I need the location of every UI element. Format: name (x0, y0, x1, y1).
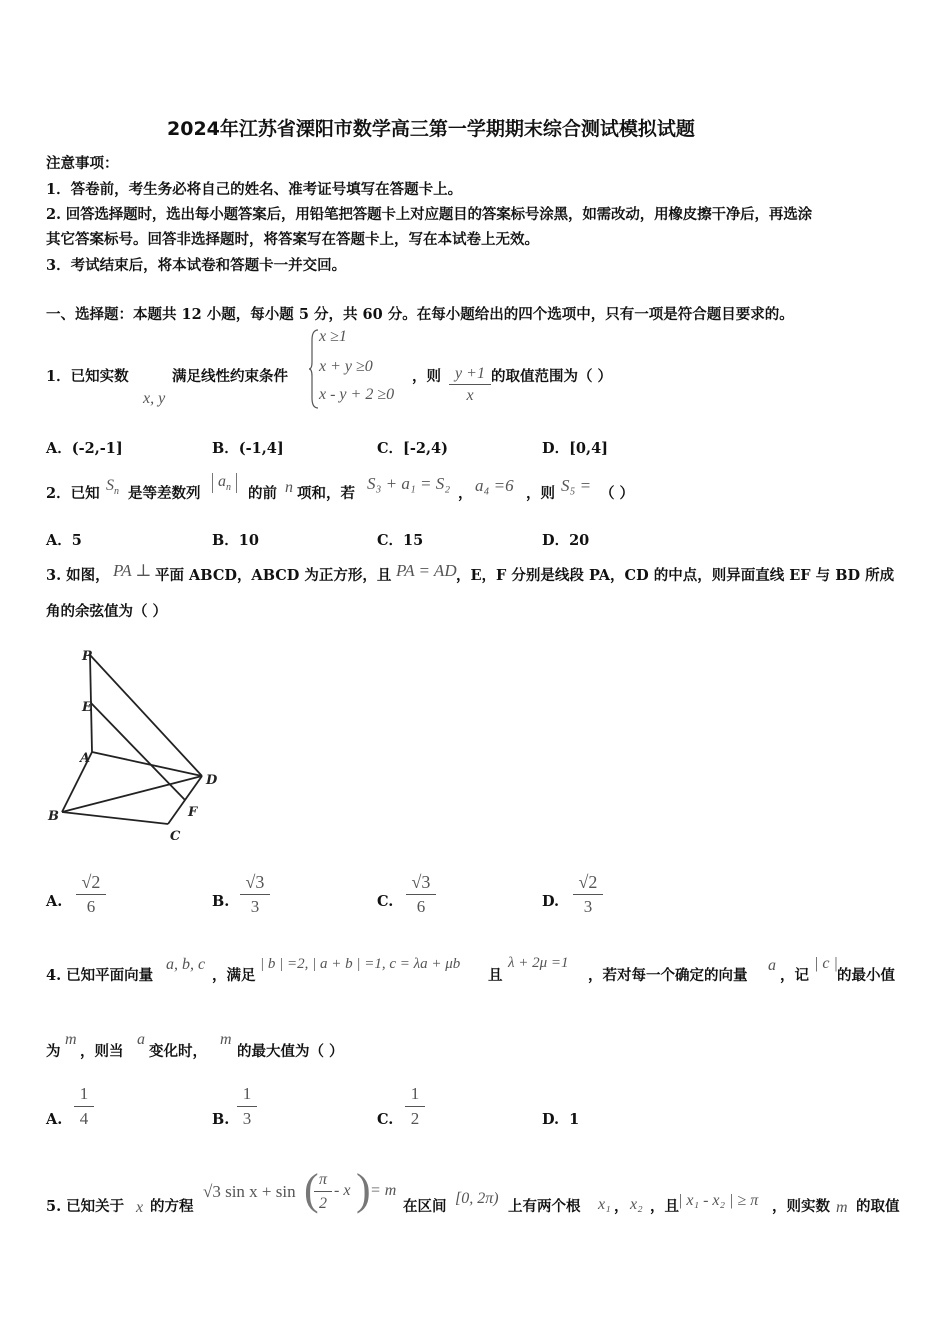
q4-math: m (65, 1031, 77, 1048)
q4-option-c-frac (405, 1082, 425, 1131)
q3-text: 角的余弦值为（ ） (46, 603, 168, 620)
q5-text: 上有两个根 (508, 1198, 581, 1215)
frac-num: √2 (573, 870, 603, 895)
q5-math: m (836, 1199, 848, 1216)
frac-num: 1 (74, 1082, 94, 1107)
q2-text: 2．已知 (46, 485, 100, 502)
q4-text: ，则当 (80, 1043, 124, 1060)
q3-option-c[interactable]: C. (377, 893, 394, 910)
frac-num: √3 (406, 870, 436, 895)
q2-text: （ ） (600, 485, 635, 502)
frac-den: 6 (86, 897, 96, 916)
q2-text: ， (458, 485, 473, 502)
q1-text: 满足线性约束条件 (172, 368, 288, 385)
q3-option-b-frac (240, 870, 270, 919)
frac-den: 3 (250, 897, 260, 916)
edge-bc (62, 812, 168, 824)
q2-eq1: S₃ + a₁ = S₂ (367, 474, 451, 493)
notice-item: 2. 回答选择题时，选出每小题答案后，用铅笔把答题卡上对应题目的答案标号涂黑，如需改动，用橡皮擦干净后，再选涂 (46, 206, 812, 223)
q4-text: 的最大值为（ ） (237, 1043, 344, 1060)
q2-option-c[interactable]: C．15 (377, 532, 424, 549)
q4-text: 的最小值 (837, 967, 895, 984)
frac-num: π (314, 1169, 332, 1192)
q2-n: n (285, 479, 293, 496)
section-heading: 一、选择题：本题共 12 小题，每小题 5 分，共 60 分。在每小题给出的四个选项中，只有一项是符合题目要求的。 (46, 306, 794, 323)
q5-text: 5. 已知关于 (46, 1198, 125, 1215)
q1-text: 1．已知实数 (46, 368, 129, 385)
q1-constraint: x ≥1 (319, 328, 347, 345)
q5-text: ， (614, 1198, 629, 1215)
q4-option-a-frac (74, 1082, 94, 1131)
q3-option-c-frac (406, 870, 436, 919)
q5-text: 的方程 (150, 1198, 194, 1215)
q5-text: 的取值 (856, 1198, 900, 1215)
q3-option-d-frac (573, 870, 603, 919)
frac-den: 2 (319, 1195, 327, 1212)
q5-math: [0, 2π) (455, 1190, 499, 1207)
q4-option-b-frac (237, 1082, 257, 1131)
q5-math: √3 sin x + sin (203, 1182, 296, 1201)
frac-den: 3 (242, 1109, 252, 1128)
q2-eq3: S₅ = (561, 476, 592, 495)
q4-text: ，记 (780, 967, 809, 984)
q1-text: 的取值范围为（ ） (491, 368, 613, 385)
option-value: 1 (569, 1111, 580, 1128)
q4-option-c[interactable]: C. (377, 1111, 394, 1128)
q3-option-d[interactable]: D. (542, 893, 560, 910)
q2-an (212, 473, 237, 493)
q2-text: 是等差数列 (128, 485, 201, 502)
q3-math: PA ⊥ (113, 561, 152, 580)
label-e: E (82, 700, 92, 715)
q5-math: | x₁ - x₂ | ≥ π (678, 1192, 759, 1209)
frac-den: 6 (416, 897, 426, 916)
frac-den: 2 (410, 1109, 420, 1128)
q4-text: 4. 已知平面向量 (46, 967, 154, 984)
q5-text: ，且 (650, 1198, 679, 1215)
q3-option-b[interactable]: B. (212, 893, 230, 910)
q4-math: λ + 2μ =1 (508, 955, 569, 971)
q1-constraint: x - y + 2 ≥0 (319, 386, 395, 403)
frac-num: 1 (237, 1082, 257, 1107)
q1-fraction-num: y +1 (449, 364, 491, 385)
q4-math: a (137, 1031, 145, 1048)
q2-text: 项和，若 (297, 485, 355, 502)
page-title: 2024年江苏省溧阳市数学高三第一学期期末综合测试模拟试题 (167, 118, 695, 140)
q4-math: a (768, 957, 776, 974)
label-b: B (48, 809, 59, 824)
label-d: D (206, 773, 218, 788)
q4-math: m (220, 1031, 232, 1048)
q3-math: PA = AD (396, 561, 457, 580)
q1-option-a[interactable]: A．(-2,-1] (46, 440, 123, 457)
q3-option-a[interactable]: A. (46, 893, 63, 910)
label-a: A (80, 751, 91, 766)
q4-text: 变化时， (149, 1043, 207, 1060)
q1-fraction (449, 364, 491, 407)
q5-paren-left: ( (304, 1165, 319, 1214)
q3-text: 3. 如图， (46, 567, 110, 584)
q2-sn-symbol: S (106, 477, 114, 494)
q5-math: x₂ (630, 1196, 643, 1213)
q2-option-b[interactable]: B．10 (212, 532, 259, 549)
q4-text: 且 (488, 967, 503, 984)
q1-option-c[interactable]: C．[-2,4) (377, 440, 449, 457)
q5-text: ，则实数 (772, 1198, 830, 1215)
q5-math: x₁ (598, 1196, 611, 1213)
frac-num: √2 (76, 870, 106, 895)
q3-pyramid-figure (44, 640, 244, 855)
notice-item: 其它答案标号。回答非选择题时，将答案写在答题卡上，写在本试卷上无效。 (46, 231, 539, 248)
notice-item: 1．答卷前，考生务必将自己的姓名、准考证号填写在答题卡上。 (46, 181, 463, 198)
frac-den: 3 (583, 897, 593, 916)
q2-text: 的前 (248, 485, 277, 502)
q2-text: ，则 (526, 485, 555, 502)
q4-math: a, b, c (166, 956, 206, 973)
q4-option-d[interactable] (542, 1111, 579, 1128)
q4-text: ，满足 (212, 967, 256, 984)
q2-sn (106, 477, 119, 497)
edge-pd (90, 655, 202, 776)
option-letter: D. (542, 1111, 560, 1128)
q4-text: ，若对每一个确定的向量 (588, 967, 748, 984)
q1-fraction-den: x (466, 387, 474, 404)
q5-math: = m (370, 1182, 397, 1199)
q2-option-d[interactable]: D．20 (542, 532, 590, 549)
notice-heading: 注意事项： (46, 155, 119, 172)
label-f: F (188, 805, 198, 820)
label-c: C (170, 829, 181, 844)
q1-vars: x, y (143, 390, 166, 407)
label-p: P (82, 649, 92, 664)
q5-fraction (314, 1169, 332, 1216)
q2-option-a[interactable]: A．5 (46, 532, 82, 549)
frac-num: 1 (405, 1082, 425, 1107)
q1-option-d[interactable]: D．[0,4] (542, 440, 609, 457)
q4-text: 为 (46, 1043, 61, 1060)
q2-an-symbol: a (218, 473, 226, 490)
q4-option-b[interactable]: B. (212, 1111, 230, 1128)
q4-math: | c | (814, 955, 838, 972)
q3-option-a-frac (76, 870, 106, 919)
q5-text: 在区间 (403, 1198, 447, 1215)
frac-num: √3 (240, 870, 270, 895)
frac-den: 4 (79, 1109, 89, 1128)
q2-an-sub: n (226, 482, 231, 494)
q4-math: | b | =2, | a + b | =1, c = λa + μb (260, 956, 461, 972)
q2-eq2: a₄ =6 (475, 476, 514, 495)
q4-option-a[interactable]: A. (46, 1111, 63, 1128)
q5-paren-right: ) (356, 1165, 371, 1214)
q3-text: 平面 ABCD，ABCD 为正方形，且 (155, 567, 392, 584)
q5-math: - x (334, 1182, 351, 1199)
edge-ad (92, 752, 202, 776)
notice-item: 3．考试结束后，将本试卷和答题卡一并交回。 (46, 257, 347, 274)
q1-constraint: x + y ≥0 (319, 358, 373, 375)
q3-text: ，E，F 分别是线段 PA，CD 的中点，则异面直线 EF 与 BD 所成 (456, 567, 895, 584)
q2-sn-sub: n (114, 486, 119, 498)
q5-math: x (136, 1199, 144, 1216)
edge-ef (91, 703, 185, 800)
q1-option-b[interactable]: B．(-1,4] (212, 440, 284, 457)
q1-text: ，则 (412, 368, 441, 385)
